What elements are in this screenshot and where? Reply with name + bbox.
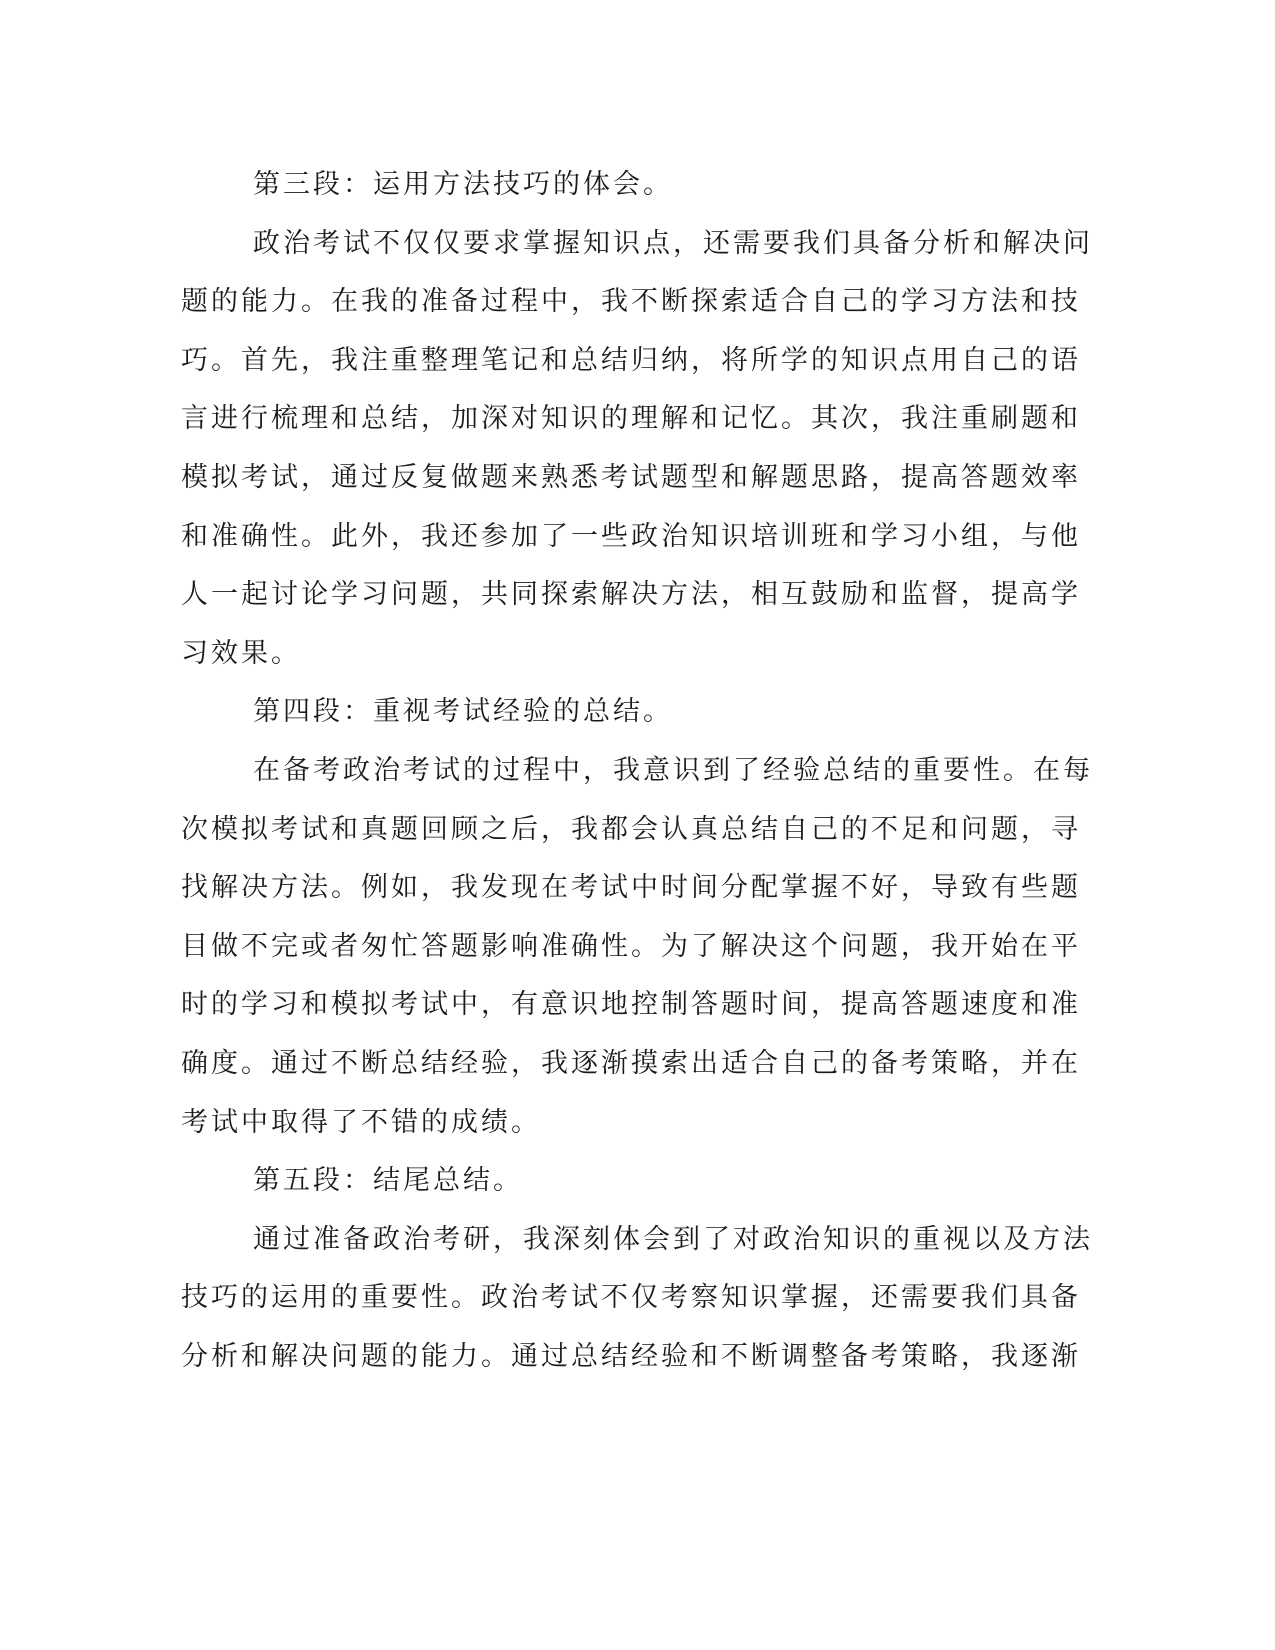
- paragraph-line: 考试中取得了不错的成绩。: [181, 1106, 541, 1138]
- paragraph-line: 技巧的运用的重要性。政治考试不仅考察知识掌握，还需要我们具备: [181, 1282, 1081, 1314]
- paragraph-line: 时的学习和模拟考试中，有意识地控制答题时间，提高答题速度和准: [181, 989, 1081, 1021]
- paragraph-line: 模拟考试，通过反复做题来熟悉考试题型和解题思路，提高答题效率: [181, 461, 1081, 493]
- paragraph-line: 在备考政治考试的过程中，我意识到了经验总结的重要性。在每: [253, 754, 1093, 786]
- paragraph-line: 目做不完或者匆忙答题影响准确性。为了解决这个问题，我开始在平: [181, 930, 1081, 962]
- paragraph-line: 巧。首先，我注重整理笔记和总结归纳，将所学的知识点用自己的语: [181, 344, 1081, 376]
- paragraph-line: 政治考试不仅仅要求掌握知识点，还需要我们具备分析和解决问: [253, 227, 1093, 259]
- section-heading-5: 第五段：结尾总结。: [253, 1165, 523, 1197]
- paragraph-line: 习效果。: [181, 637, 301, 669]
- paragraph-line: 人一起讨论学习问题，共同探索解决方法，相互鼓励和监督，提高学: [181, 579, 1081, 611]
- paragraph-line: 和准确性。此外，我还参加了一些政治知识培训班和学习小组，与他: [181, 520, 1081, 552]
- paragraph-line: 题的能力。在我的准备过程中，我不断探索适合自己的学习方法和技: [181, 286, 1081, 318]
- section-heading-4: 第四段：重视考试经验的总结。: [253, 696, 673, 728]
- section-heading-3: 第三段：运用方法技巧的体会。: [253, 169, 673, 200]
- paragraph-line: 通过准备政治考研，我深刻体会到了对政治知识的重视以及方法: [253, 1223, 1093, 1255]
- paragraph-line: 找解决方法。例如，我发现在考试中时间分配掌握不好，导致有些题: [181, 872, 1081, 904]
- paragraph-line: 言进行梳理和总结，加深对知识的理解和记忆。其次，我注重刷题和: [181, 403, 1081, 435]
- paragraph-line: 次模拟考试和真题回顾之后，我都会认真总结自己的不足和问题，寻: [181, 813, 1081, 845]
- paragraph-line: 确度。通过不断总结经验，我逐渐摸索出适合自己的备考策略，并在: [181, 1047, 1081, 1079]
- paragraph-line: 分析和解决问题的能力。通过总结经验和不断调整备考策略，我逐渐: [181, 1340, 1081, 1372]
- document-body: [181, 156, 1093, 1386]
